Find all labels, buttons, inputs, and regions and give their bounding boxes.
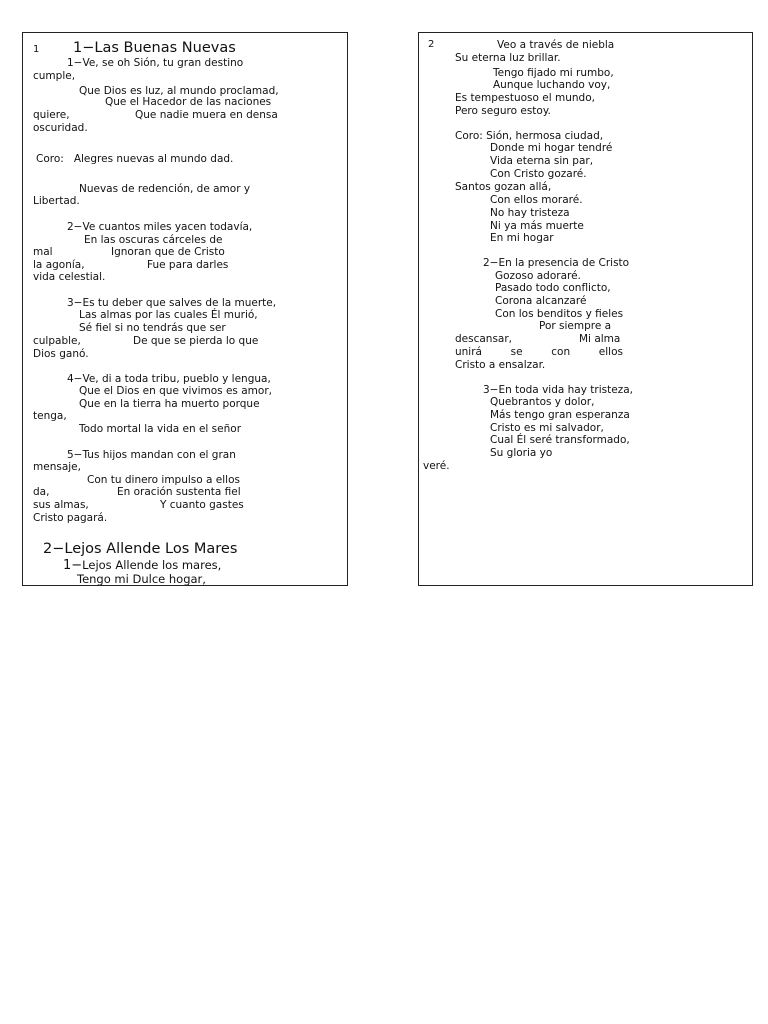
lyric-line: Gozoso adoraré. xyxy=(495,270,581,282)
lyric-line: Todo mortal la vida en el señor xyxy=(79,423,242,435)
lyric-word: la agonía, xyxy=(33,259,85,271)
lyric-word: unirá xyxy=(455,346,482,358)
lyric-line-justified xyxy=(455,346,623,358)
lyric-word: sus almas, xyxy=(33,499,89,511)
lyric-line: 3−En toda vida hay tristeza, xyxy=(483,384,633,396)
lyric-line: Y cuanto gastes xyxy=(160,499,244,511)
lyric-line: Que Dios es luz, al mundo proclamad, xyxy=(79,85,279,97)
lyric-word: se xyxy=(510,346,523,358)
lyric-line: cumple, xyxy=(33,70,76,82)
lyric-line: Que nadie muera en densa xyxy=(135,109,278,121)
page-number: 1 xyxy=(33,44,40,55)
verse-number: 1− xyxy=(63,558,83,573)
lyric-word: con xyxy=(551,346,571,358)
lyric-line: Aunque luchando voy, xyxy=(493,79,611,91)
lyric-line: Que en la tierra ha muerto porque xyxy=(79,398,260,410)
lyric-line: veré. xyxy=(423,460,450,472)
lyric-line: 1−Ve, se oh Sión, tu gran destino xyxy=(67,57,244,69)
lyric-line: 2−Ve cuantos miles yacen todavía, xyxy=(67,221,253,233)
lyric-line: Cristo es mi salvador, xyxy=(490,422,604,434)
lyric-line: 5−Tus hijos mandan con el gran xyxy=(67,449,236,461)
lyric-word: quiere, xyxy=(33,109,70,121)
lyric-line: Cristo pagará. xyxy=(33,512,108,524)
lyric-line: Tengo fijado mi rumbo, xyxy=(493,67,614,79)
lyric-line: 2−En la presencia de Cristo xyxy=(483,257,630,269)
lyric-line xyxy=(63,559,221,573)
lyric-line: Nuevas de redención, de amor y xyxy=(79,183,251,195)
lyric-line: Más tengo gran esperanza xyxy=(490,409,630,421)
lyric-line: Las almas por las cuales Él murió, xyxy=(79,309,258,321)
lyric-line: Pero seguro estoy. xyxy=(455,105,551,117)
right-page xyxy=(418,32,753,586)
lyric-line: Tengo mi Dulce hogar, xyxy=(77,572,206,586)
chorus-line: Coro: Sión, hermosa ciudad, xyxy=(455,130,604,142)
lyric-line: Quebrantos y dolor, xyxy=(490,396,595,408)
lyric-line: Corona alcanzaré xyxy=(495,295,587,307)
lyric-line: Pasado todo conflicto, xyxy=(495,282,611,294)
lyric-line: Veo a través de niebla xyxy=(497,39,615,51)
lyric-text: Lejos Allende los mares, xyxy=(82,558,222,572)
lyric-line: Ni ya más muerte xyxy=(490,220,584,232)
lyric-line: Cristo a ensalzar. xyxy=(455,359,546,371)
lyric-line: Con tu dinero impulso a ellos xyxy=(87,474,240,486)
lyric-line: Fue para darles xyxy=(147,259,229,271)
lyric-word: mal xyxy=(33,246,53,258)
lyric-line: 4−Ve, di a toda tribu, pueblo y lengua, xyxy=(67,373,271,385)
lyric-line: mensaje, xyxy=(33,461,81,473)
lyric-word: descansar, xyxy=(455,333,513,345)
lyric-word: Mi alma xyxy=(579,333,621,345)
song-title: 1−Las Buenas Nuevas xyxy=(73,40,236,56)
lyric-line: Su gloria yo xyxy=(490,447,553,459)
lyric-word: ellos xyxy=(598,346,623,358)
lyric-line: Por siempre a xyxy=(539,320,612,332)
lyric-line: De que se pierda lo que xyxy=(133,335,259,347)
lyric-line: Cual Él seré transformado, xyxy=(490,434,630,446)
lyric-line: Ignoran que de Cristo xyxy=(111,246,225,258)
lyric-line: Con ellos moraré. xyxy=(490,194,583,206)
lyric-line: Que el Hacedor de las naciones xyxy=(105,96,272,108)
lyric-word: da, xyxy=(33,486,50,498)
lyric-line: oscuridad. xyxy=(33,122,88,134)
lyric-line: No hay tristeza xyxy=(490,207,570,219)
lyric-line: Es tempestuoso el mundo, xyxy=(455,92,595,104)
lyric-line: Vida eterna sin par, xyxy=(490,155,594,167)
chorus-line: Coro: Alegres nuevas al mundo dad. xyxy=(36,153,234,165)
lyric-line: Sé fiel si no tendrás que ser xyxy=(79,322,226,334)
lyric-line: Que el Dios en que vivimos es amor, xyxy=(79,385,272,397)
lyric-line: Donde mi hogar tendré xyxy=(490,142,613,154)
left-page xyxy=(22,32,348,586)
page-number: 2 xyxy=(428,39,435,50)
lyric-word: culpable, xyxy=(33,335,81,347)
lyric-line: Con los benditos y fieles xyxy=(495,308,624,320)
lyric-line: Dios ganó. xyxy=(33,348,89,360)
lyric-line: vida celestial. xyxy=(33,271,106,283)
lyric-line: En mi hogar xyxy=(490,232,554,244)
lyric-line: 3−Es tu deber que salves de la muerte, xyxy=(67,297,277,309)
lyric-line: En oración sustenta fiel xyxy=(117,486,241,498)
lyric-line: En las oscuras cárceles de xyxy=(84,234,223,246)
lyric-line: tenga, xyxy=(33,410,67,422)
lyric-line: Con Cristo gozaré. xyxy=(490,168,587,180)
lyric-line: Santos gozan allá, xyxy=(455,181,552,193)
lyric-line: Libertad. xyxy=(33,195,80,207)
song-title: 2−Lejos Allende Los Mares xyxy=(43,541,238,557)
lyric-line: Su eterna luz brillar. xyxy=(455,52,561,64)
